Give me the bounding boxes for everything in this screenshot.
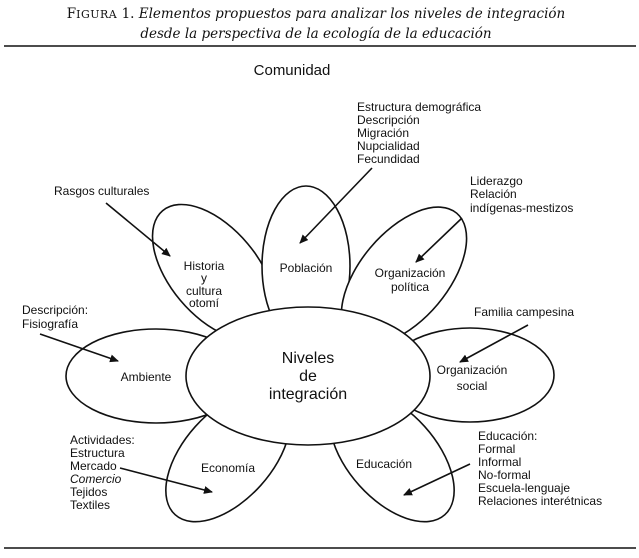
annotation-descripcion-2: Fisiografía — [22, 317, 79, 331]
annotation-estructura-1: Estructura demográfica — [357, 100, 482, 114]
annotation-educacion-2: Formal — [478, 442, 516, 456]
annotation-actividades-2: Estructura — [70, 446, 125, 460]
center-line1: Niveles — [281, 350, 335, 367]
annotation-actividades-4: Comercio — [70, 472, 122, 486]
figure-caption-line2: desde la perspectiva de la ecología de la educación — [140, 26, 492, 42]
annotation-actividades-1: Actividades: — [70, 433, 135, 447]
annotation-educacion-4: No-formal — [478, 468, 531, 482]
annotation-educacion-5: Escuela-lenguaje — [478, 481, 571, 495]
petal-label-historia-3: cultura — [185, 284, 223, 298]
annotation-estructura-3: Migración — [357, 126, 410, 140]
figure-caption-line1: FIGURA 1. Elementos propuestos para analizar los niveles de integración — [66, 6, 566, 22]
center-line3: integración — [268, 386, 348, 403]
annotation-estructura-4: Nupcialidad — [357, 139, 420, 153]
annotation-educacion-6: Relaciones interétnicas — [478, 494, 603, 508]
annotation-descripcion-1: Descripción: — [22, 303, 89, 317]
petal-label-org-politica-1: Organización — [374, 266, 446, 280]
center-line2: de — [299, 368, 317, 385]
annotation-educacion-3: Informal — [478, 455, 522, 469]
petal-label-historia-4: otomí — [188, 296, 220, 310]
annotation-estructura-2: Descripción — [357, 113, 420, 127]
petal-label-historia-2: y — [201, 271, 207, 285]
annotation-educacion-1: Educación: — [478, 429, 538, 443]
petal-label-economia: Economía — [200, 461, 256, 475]
annotation-liderazgo-3: indígenas-mestizos — [470, 201, 574, 215]
petal-label-org-social-1: Organización — [436, 363, 508, 377]
annotation-actividades-6: Textiles — [70, 498, 111, 512]
petal-label-ambiente: Ambiente — [120, 370, 172, 384]
annotation-rasgos: Rasgos culturales — [54, 184, 150, 198]
petal-label-historia-1: Historia — [183, 259, 225, 273]
annotation-liderazgo-1: Liderazgo — [470, 174, 523, 188]
community-label: Comunidad — [253, 62, 331, 79]
annotation-estructura-5: Fecundidad — [357, 152, 420, 166]
annotation-actividades-5: Tejidos — [70, 485, 108, 499]
petal-label-org-politica-2: política — [390, 280, 430, 294]
petal-label-poblacion: Población — [279, 261, 333, 275]
annotation-actividades-3: Mercado — [70, 459, 117, 473]
annotation-familia: Familia campesina — [474, 305, 575, 319]
petal-label-educacion: Educación — [355, 457, 413, 471]
annotation-liderazgo-2: Relación — [470, 187, 517, 201]
petal-label-org-social-2: social — [456, 379, 488, 393]
